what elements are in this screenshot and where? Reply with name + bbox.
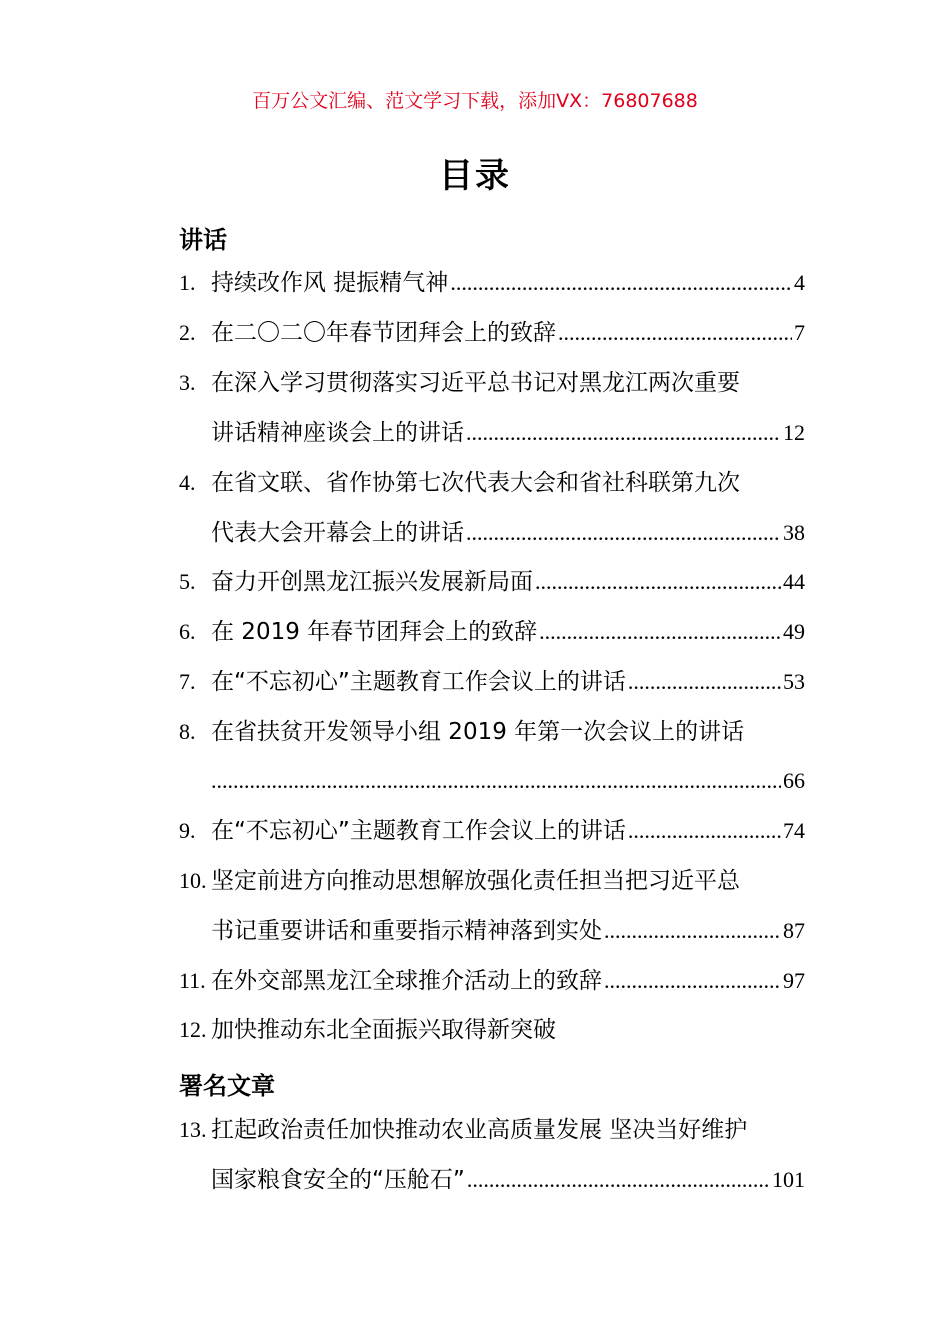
entry-number: 5.	[179, 569, 196, 594]
toc-entry-6[interactable]	[179, 615, 805, 649]
dot-leader	[467, 1163, 770, 1197]
entry-title: 在“不忘初心”主题教育工作会议上的讲话	[211, 818, 626, 844]
dot-leader	[450, 266, 792, 300]
dot-leader	[604, 964, 781, 998]
toc-entry-13-cont[interactable]	[179, 1163, 805, 1197]
toc-entry-8-cont[interactable]	[179, 764, 805, 798]
page-title: 目录	[439, 156, 511, 196]
entry-title: 在省文联、省作协第七次代表大会和省社科联第九次	[211, 470, 740, 496]
toc-entry-7[interactable]	[179, 665, 805, 699]
dot-leader	[466, 416, 781, 450]
toc-entry-2[interactable]	[179, 316, 805, 350]
dot-leader	[604, 914, 781, 948]
toc-entry-9[interactable]	[179, 814, 805, 848]
toc-entry-12[interactable]	[179, 1013, 805, 1047]
entry-number: 9.	[179, 818, 196, 843]
entry-title-cont: 讲话精神座谈会上的讲话	[211, 420, 464, 446]
entry-title: 持续改作风 提振精气神	[211, 270, 449, 296]
dot-leader	[628, 814, 781, 848]
entry-page: 7	[794, 320, 805, 345]
entry-number: 10.	[179, 868, 207, 893]
entry-number: 11.	[179, 968, 206, 993]
entry-page: 97	[783, 968, 805, 993]
entry-number: 6.	[179, 619, 196, 644]
dot-leader	[535, 565, 781, 599]
toc-entry-13[interactable]	[179, 1113, 805, 1147]
entry-title: 坚定前进方向推动思想解放强化责任担当把习近平总	[211, 868, 740, 894]
entry-number: 8.	[179, 719, 196, 744]
entry-page: 38	[783, 520, 805, 545]
entry-title: 在外交部黑龙江全球推介活动上的致辞	[211, 968, 602, 994]
entry-title: 加快推动东北全面振兴取得新突破	[211, 1017, 556, 1043]
section-heading-speeches: 讲话	[179, 226, 227, 254]
toc-entry-5[interactable]	[179, 565, 805, 599]
watermark-banner: 百万公文汇编、范文学习下载，添加VX：76807688	[252, 90, 698, 112]
entry-title: 在 2019 年春节团拜会上的致辞	[211, 619, 538, 645]
entry-title-cont: 书记重要讲话和重要指示精神落到实处	[211, 918, 602, 944]
toc-entry-11[interactable]	[179, 964, 805, 998]
section-heading-signed-articles: 署名文章	[179, 1072, 275, 1100]
dot-leader	[466, 516, 781, 550]
entry-page: 44	[783, 569, 805, 594]
entry-number: 2.	[179, 320, 196, 345]
dot-leader	[628, 665, 781, 699]
entry-title: 在“不忘初心”主题教育工作会议上的讲话	[211, 669, 626, 695]
toc-entry-1[interactable]	[179, 266, 805, 300]
entry-number: 4.	[179, 470, 196, 495]
entry-page: 49	[783, 619, 805, 644]
entry-number: 3.	[179, 370, 196, 395]
entry-number: 12.	[179, 1017, 207, 1042]
toc-entry-4-cont[interactable]	[179, 516, 805, 550]
entry-number: 13.	[179, 1117, 207, 1142]
toc-entry-4[interactable]	[179, 466, 805, 500]
entry-title: 奋力开创黑龙江振兴发展新局面	[211, 569, 533, 595]
entry-page: 74	[783, 818, 805, 843]
dot-leader	[211, 764, 781, 798]
entry-title: 扛起政治责任加快推动农业高质量发展 坚决当好维护	[211, 1117, 748, 1143]
dot-leader	[539, 615, 781, 649]
entry-page: 101	[772, 1167, 805, 1192]
entry-title: 在省扶贫开发领导小组 2019 年第一次会议上的讲话	[211, 719, 745, 745]
entry-page: 4	[794, 270, 805, 295]
entry-title-cont: 国家粮食安全的“压舱石”	[211, 1167, 465, 1193]
entry-page: 12	[783, 420, 805, 445]
entry-page: 87	[783, 918, 805, 943]
toc-entry-8[interactable]	[179, 715, 805, 749]
toc-entry-3-cont[interactable]	[179, 416, 805, 450]
entry-title-cont: 代表大会开幕会上的讲话	[211, 520, 464, 546]
entry-page: 53	[783, 669, 805, 694]
dot-leader	[558, 316, 792, 350]
entry-number: 1.	[179, 270, 196, 295]
entry-number: 7.	[179, 669, 196, 694]
entry-title: 在深入学习贯彻落实习近平总书记对黑龙江两次重要	[211, 370, 740, 396]
toc-entry-10[interactable]	[179, 864, 805, 898]
toc-entry-10-cont[interactable]	[179, 914, 805, 948]
entry-page: 66	[783, 768, 805, 793]
toc-entry-3[interactable]	[179, 366, 805, 400]
entry-title: 在二〇二〇年春节团拜会上的致辞	[211, 320, 556, 346]
